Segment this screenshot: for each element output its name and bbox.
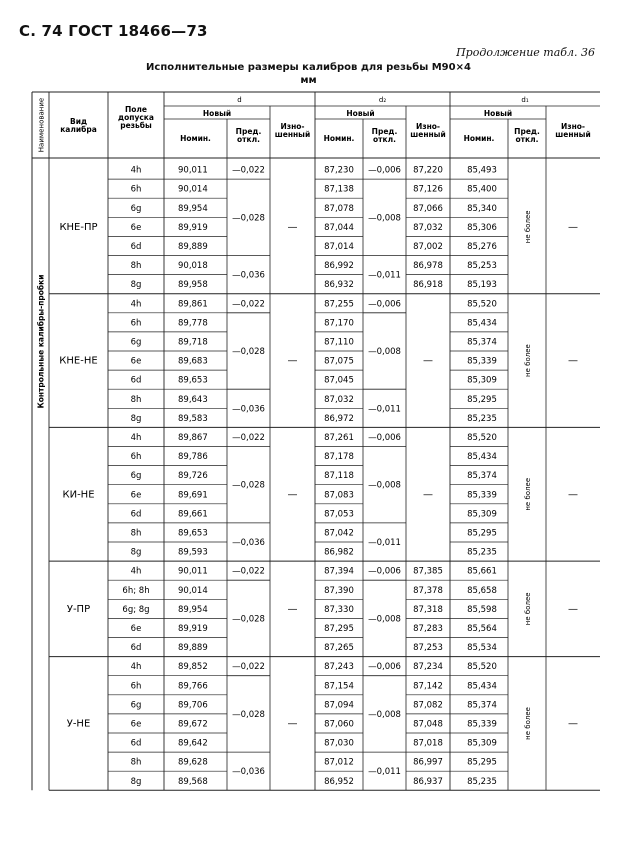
d-nominal-cell: 89,643 xyxy=(178,394,208,405)
d-deviation: —0,022 xyxy=(232,662,265,673)
d2-nominal-cell: 86,982 xyxy=(324,547,354,558)
d-nominal-cell: 89,919 xyxy=(178,623,208,634)
d2-nominal-cell: 87,243 xyxy=(324,662,354,673)
tolerance-cell: 6g xyxy=(130,471,142,482)
d2-nominal-cell: 87,154 xyxy=(324,681,354,692)
column-header-d2: d₂ xyxy=(378,96,387,104)
d-deviation: —0,036 xyxy=(232,270,265,281)
d2-nominal-cell: 86,972 xyxy=(324,413,354,424)
d2-worn-cell: 87,378 xyxy=(413,585,443,596)
column-header-nominal: Номин. xyxy=(180,134,211,143)
tolerance-cell: 8g xyxy=(130,776,142,787)
d2-deviation: —0,008 xyxy=(368,614,401,625)
d2-deviation: —0,008 xyxy=(368,347,401,357)
d1-nominal-cell: 85,520 xyxy=(467,299,497,310)
d1-nominal-cell: 85,598 xyxy=(467,604,497,615)
not-more-label: не более xyxy=(524,477,532,511)
d1-nominal-cell: 85,295 xyxy=(467,394,497,405)
d1-nominal-cell: 85,374 xyxy=(467,700,497,711)
column-header-nominal: Номин. xyxy=(463,134,495,143)
tolerance-cell: 6e xyxy=(130,623,142,634)
d2-nominal-cell: 87,255 xyxy=(324,299,354,310)
column-header-name: Наименование xyxy=(37,97,46,153)
column-header-deviation: Пред. xyxy=(514,127,540,136)
d1-nominal-cell: 85,658 xyxy=(467,585,497,596)
d1-worn-dash: — xyxy=(568,489,578,501)
d1-worn-dash: — xyxy=(568,718,578,730)
d2-nominal-cell: 87,075 xyxy=(324,356,354,367)
d2-nominal-cell: 87,178 xyxy=(324,452,354,463)
tolerance-cell: 8h xyxy=(130,757,142,768)
gauge-kind-label: У-ПР xyxy=(66,603,91,615)
d2-deviation: —0,008 xyxy=(368,480,401,491)
d2-nominal-cell: 87,083 xyxy=(324,490,354,501)
d1-nominal-cell: 85,400 xyxy=(467,184,497,195)
d2-nominal-cell: 87,138 xyxy=(324,184,354,195)
d-deviation: —0,022 xyxy=(232,299,265,310)
d2-nominal-cell: 87,042 xyxy=(324,528,354,539)
d2-worn-cell: 87,283 xyxy=(413,623,443,634)
d2-deviation: —0,011 xyxy=(368,538,401,548)
d-nominal-cell: 89,583 xyxy=(178,413,208,424)
column-header-new: Новый xyxy=(346,109,375,118)
d1-nominal-cell: 85,295 xyxy=(467,528,497,539)
d1-nominal-cell: 85,253 xyxy=(467,261,497,272)
table-unit: мм xyxy=(300,75,317,86)
d2-nominal-cell: 86,992 xyxy=(324,261,354,272)
d2-worn-cell: 86,997 xyxy=(413,757,443,768)
d-nominal-cell: 89,661 xyxy=(178,509,208,520)
tolerance-cell: 4h xyxy=(130,566,142,577)
tolerance-cell: 6g; 8g xyxy=(122,604,150,615)
tolerance-cell: 6e xyxy=(130,719,142,730)
d2-nominal-cell: 87,032 xyxy=(324,394,354,405)
d-nominal-cell: 90,014 xyxy=(178,585,208,596)
d2-deviation: —0,006 xyxy=(368,299,401,310)
not-more-label: не более xyxy=(524,344,532,377)
tolerance-cell: 6e xyxy=(130,356,142,367)
d-nominal-cell: 89,958 xyxy=(178,280,208,291)
d2-worn-cell: 87,385 xyxy=(413,566,443,577)
d1-nominal-cell: 85,339 xyxy=(467,356,497,367)
d1-nominal-cell: 85,520 xyxy=(467,662,497,673)
d1-nominal-cell: 85,295 xyxy=(467,757,497,768)
d-nominal-cell: 89,628 xyxy=(178,757,208,768)
column-header-deviation: откл. xyxy=(515,135,539,144)
d2-deviation: —0,011 xyxy=(368,270,401,281)
d-nominal-cell: 89,954 xyxy=(178,604,208,615)
d2-nominal-cell: 87,390 xyxy=(324,585,354,596)
tolerance-cell: 6d xyxy=(130,738,142,749)
d2-nominal-cell: 87,230 xyxy=(324,165,354,176)
d2-worn-cell: 87,082 xyxy=(413,700,443,711)
d-deviation: —0,028 xyxy=(232,614,265,625)
d1-nominal-cell: 85,434 xyxy=(467,681,497,692)
d2-worn-cell: 87,234 xyxy=(413,662,443,673)
d-worn-dash: — xyxy=(287,718,298,730)
d1-nominal-cell: 85,193 xyxy=(467,280,497,291)
d-nominal-cell: 89,861 xyxy=(178,299,208,310)
column-header-worn: Изно- xyxy=(415,122,441,131)
tolerance-cell: 8h xyxy=(130,261,142,272)
d1-nominal-cell: 85,374 xyxy=(467,337,497,348)
d2-nominal-cell: 87,044 xyxy=(324,222,354,233)
d-nominal-cell: 90,011 xyxy=(178,165,208,176)
gauge-kind-label: КНЕ-ПР xyxy=(59,221,98,233)
d-nominal-cell: 89,766 xyxy=(178,681,208,692)
tolerance-cell: 8h xyxy=(130,528,142,539)
d-nominal-cell: 89,726 xyxy=(178,471,208,482)
d2-deviation: —0,008 xyxy=(368,709,401,720)
d-deviation: —0,028 xyxy=(232,347,265,357)
d1-nominal-cell: 85,235 xyxy=(467,413,497,424)
d-nominal-cell: 89,593 xyxy=(178,547,208,558)
tolerance-cell: 6g xyxy=(130,337,142,348)
d1-nominal-cell: 85,534 xyxy=(467,643,497,654)
d2-nominal-cell: 87,014 xyxy=(324,241,354,252)
tolerance-cell: 6e xyxy=(130,222,142,233)
d2-worn-cell: 87,318 xyxy=(413,604,443,615)
tolerance-cell: 6d xyxy=(130,509,142,520)
tolerance-cell: 6g xyxy=(130,700,142,711)
not-more-label: не более xyxy=(524,592,532,626)
tolerance-cell: 4h xyxy=(130,432,142,443)
column-header-tolerance: допуска xyxy=(118,113,154,122)
d-nominal-cell: 89,706 xyxy=(178,700,208,711)
tolerance-cell: 6g xyxy=(130,203,142,214)
d-nominal-cell: 89,653 xyxy=(178,528,208,539)
column-header-new: Новый xyxy=(202,109,232,118)
d2-worn-cell: 87,220 xyxy=(413,165,443,176)
tolerance-cell: 6e xyxy=(130,490,142,501)
not-more-label: не более xyxy=(524,210,532,244)
column-header-worn: Изно- xyxy=(280,122,305,131)
column-header-nominal: Номин. xyxy=(323,134,355,143)
d2-nominal-cell: 87,261 xyxy=(324,432,354,443)
gauge-kind-label: У-НЕ xyxy=(66,718,91,730)
d-nominal-cell: 89,852 xyxy=(178,662,208,673)
column-header-deviation: откл. xyxy=(373,135,396,144)
d-nominal-cell: 89,954 xyxy=(178,203,208,214)
d2-nominal-cell: 87,078 xyxy=(324,203,354,214)
d2-nominal-cell: 86,932 xyxy=(324,280,354,291)
column-header-worn: шенный xyxy=(555,130,591,139)
tolerance-cell: 4h xyxy=(130,299,142,310)
d2-nominal-cell: 87,295 xyxy=(324,623,354,634)
d-deviation: —0,022 xyxy=(232,432,265,443)
d2-nominal-cell: 87,060 xyxy=(324,719,354,730)
d1-worn-dash: — xyxy=(568,603,578,615)
column-header-deviation: Пред. xyxy=(235,127,262,136)
tolerance-cell: 4h xyxy=(130,662,142,673)
d-nominal-cell: 89,778 xyxy=(178,318,208,329)
column-header-deviation: Пред. xyxy=(371,127,398,136)
d2-worn-dash: — xyxy=(423,489,433,501)
column-header-worn: шенный xyxy=(410,130,446,139)
d2-worn-cell: 86,918 xyxy=(413,280,443,291)
d2-nominal-cell: 87,012 xyxy=(324,757,354,768)
d-deviation: —0,028 xyxy=(232,709,265,720)
page-label: С. 74 ГОСТ 18466—73 xyxy=(19,22,208,40)
d-nominal-cell: 89,568 xyxy=(178,776,208,787)
d2-worn-cell: 87,142 xyxy=(413,681,443,692)
d1-nominal-cell: 85,309 xyxy=(467,738,497,749)
d2-deviation: —0,011 xyxy=(368,404,401,415)
tolerance-cell: 4h xyxy=(130,165,142,176)
d-worn-dash: — xyxy=(287,603,298,615)
d-deviation: —0,036 xyxy=(232,404,265,415)
continuation-label: Продолжение табл. 36 xyxy=(456,46,595,59)
tolerance-cell: 6h xyxy=(130,184,142,195)
d2-worn-cell: 86,937 xyxy=(413,776,443,787)
d-deviation: —0,028 xyxy=(232,213,265,224)
d-nominal-cell: 89,691 xyxy=(178,490,208,501)
table-title-text: Исполнительные размеры калибров для резьбы М90×4 xyxy=(146,62,471,73)
d-nominal-cell: 89,786 xyxy=(178,452,208,463)
d2-deviation: —0,011 xyxy=(368,767,401,778)
tolerance-cell: 8h xyxy=(130,394,142,405)
d2-deviation: —0,006 xyxy=(368,566,401,577)
d1-nominal-cell: 85,340 xyxy=(467,203,497,214)
d-deviation: —0,036 xyxy=(232,538,265,548)
d1-nominal-cell: 85,309 xyxy=(467,375,497,386)
d2-nominal-cell: 87,030 xyxy=(324,738,354,749)
column-header-tolerance: резьбы xyxy=(120,121,152,130)
d1-nominal-cell: 85,235 xyxy=(467,547,497,558)
tolerance-cell: 8g xyxy=(130,547,142,558)
d1-nominal-cell: 85,661 xyxy=(467,566,497,577)
d1-nominal-cell: 85,309 xyxy=(467,509,497,520)
d2-nominal-cell: 86,952 xyxy=(324,776,354,787)
d-nominal-cell: 89,889 xyxy=(178,241,208,252)
tolerance-cell: 6h xyxy=(130,452,142,463)
d2-nominal-cell: 87,330 xyxy=(324,604,354,615)
column-header-d1: d₁ xyxy=(521,96,529,104)
d1-nominal-cell: 85,520 xyxy=(467,432,497,443)
d2-nominal-cell: 87,110 xyxy=(324,337,354,348)
tolerance-cell: 6d xyxy=(130,375,142,386)
column-header-new: Новый xyxy=(483,109,513,118)
d1-nominal-cell: 85,276 xyxy=(467,241,497,252)
tolerance-cell: 6h; 8h xyxy=(122,585,150,596)
d-nominal-cell: 90,014 xyxy=(178,184,208,195)
tolerance-cell: 6d xyxy=(130,643,142,654)
column-header-kind: Вид xyxy=(69,117,88,126)
d1-nominal-cell: 85,235 xyxy=(467,776,497,787)
tolerance-cell: 6h xyxy=(130,681,142,692)
column-header-deviation: откл. xyxy=(237,135,260,144)
d2-nominal-cell: 87,265 xyxy=(324,643,354,654)
d2-nominal-cell: 87,118 xyxy=(324,471,354,482)
d2-deviation: —0,006 xyxy=(368,432,401,443)
side-label: Контрольные калибры-пробки xyxy=(36,274,46,409)
d-worn-dash: — xyxy=(287,221,298,233)
d2-deviation: —0,008 xyxy=(368,213,401,224)
d1-nominal-cell: 85,434 xyxy=(467,452,497,463)
d1-nominal-cell: 85,564 xyxy=(467,623,497,634)
d2-worn-cell: 87,048 xyxy=(413,719,443,730)
d2-worn-dash: — xyxy=(423,355,433,367)
d1-nominal-cell: 85,434 xyxy=(467,318,497,329)
column-header-worn: шенный xyxy=(274,130,311,139)
d-deviation: —0,022 xyxy=(232,566,265,577)
d-worn-dash: — xyxy=(287,489,298,501)
d2-nominal-cell: 87,170 xyxy=(324,318,354,329)
d1-nominal-cell: 85,339 xyxy=(467,719,497,730)
d1-worn-dash: — xyxy=(568,221,578,233)
gauge-kind-label: КНЕ-НЕ xyxy=(59,355,98,367)
d-worn-dash: — xyxy=(287,355,298,367)
d1-worn-dash: — xyxy=(568,355,578,367)
d2-nominal-cell: 87,053 xyxy=(324,509,354,520)
tolerance-cell: 8g xyxy=(130,280,142,291)
d-nominal-cell: 89,919 xyxy=(178,222,208,233)
d-nominal-cell: 89,718 xyxy=(178,337,208,348)
d-nominal-cell: 90,011 xyxy=(178,566,208,577)
column-header-worn: Изно- xyxy=(560,122,586,131)
d1-nominal-cell: 85,339 xyxy=(467,490,497,501)
d2-nominal-cell: 87,394 xyxy=(324,566,354,577)
d-nominal-cell: 89,672 xyxy=(178,719,208,730)
d-deviation: —0,022 xyxy=(232,165,265,176)
d2-worn-cell: 87,066 xyxy=(413,203,443,214)
d2-nominal-cell: 87,045 xyxy=(324,375,354,386)
tolerance-cell: 6d xyxy=(130,241,142,252)
tolerance-cell: 8g xyxy=(130,413,142,424)
d-nominal-cell: 90,018 xyxy=(178,261,208,272)
column-header-kind: калибра xyxy=(60,125,97,134)
d-nominal-cell: 89,642 xyxy=(178,738,208,749)
tolerance-cell: 6h xyxy=(130,318,142,329)
d2-worn-cell: 86,978 xyxy=(413,261,443,272)
d-deviation: —0,036 xyxy=(232,767,265,778)
d-deviation: —0,028 xyxy=(232,480,265,491)
d1-nominal-cell: 85,374 xyxy=(467,471,497,482)
d-nominal-cell: 89,889 xyxy=(178,643,208,654)
d-nominal-cell: 89,683 xyxy=(178,356,208,367)
gauge-kind-label: КИ-НЕ xyxy=(62,489,95,501)
d2-nominal-cell: 87,094 xyxy=(324,700,354,711)
column-header-tolerance: Поле xyxy=(124,105,148,114)
d2-deviation: —0,006 xyxy=(368,662,401,673)
d1-nominal-cell: 85,306 xyxy=(467,222,497,233)
d2-worn-cell: 87,032 xyxy=(413,222,443,233)
d2-deviation: —0,006 xyxy=(368,165,401,176)
not-more-label: не более xyxy=(524,707,532,740)
column-header-d: d xyxy=(237,96,242,104)
d2-worn-cell: 87,126 xyxy=(413,184,443,195)
d1-nominal-cell: 85,493 xyxy=(467,165,497,176)
d2-worn-cell: 87,253 xyxy=(413,643,443,654)
d-nominal-cell: 89,653 xyxy=(178,375,208,386)
d-nominal-cell: 89,867 xyxy=(178,432,208,443)
d2-worn-cell: 87,018 xyxy=(413,738,443,749)
d2-worn-cell: 87,002 xyxy=(413,241,443,252)
